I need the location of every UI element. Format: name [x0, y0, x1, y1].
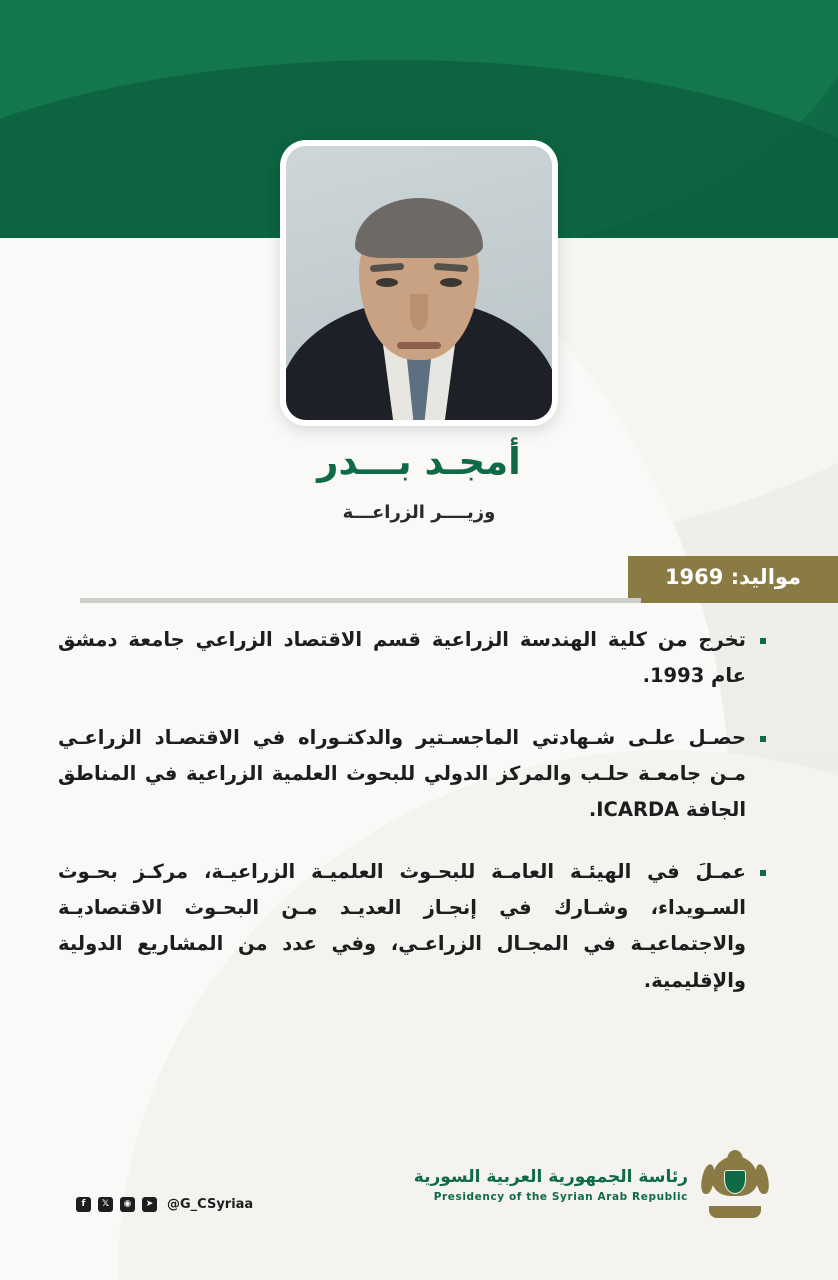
brand-name-arabic: رئاسة الجمهورية العربية السورية — [413, 1167, 688, 1187]
photo-eye-left — [376, 278, 398, 287]
brand-text — [414, 1167, 688, 1203]
brand-lockup — [414, 1150, 766, 1220]
footer — [0, 1146, 838, 1226]
section-divider — [80, 598, 838, 603]
list-item: عمـلَ في الهيئـة العامـة للبحـوث العلميـة الزراعيـة، مركـز بحـوث السـويداء، وشـارك في إنجـاز العديـد مـن البحـوث الاقتصاديـة والاجتماعيـة في المجـال الزراعـي، وفي عدد من المشاريع الدولية والإقليمية. — [58, 854, 766, 998]
syrian-eagle-emblem — [704, 1150, 766, 1220]
telegram-icon[interactable]: ➤ — [142, 1197, 157, 1212]
photo-eye-right — [440, 278, 462, 287]
portrait-frame — [280, 140, 558, 426]
birth-year-label: مواليد: 1969 — [664, 565, 802, 589]
list-item: تخرج من كلية الهندسة الزراعية قسم الاقتصاد الزراعي جامعة دمشق عام 1993. — [58, 622, 766, 694]
social-links[interactable] — [76, 1197, 253, 1212]
bio-list — [58, 622, 766, 1025]
x-twitter-icon[interactable]: 𝕏 — [98, 1197, 113, 1212]
emblem-head — [728, 1150, 743, 1166]
facebook-icon[interactable]: f — [76, 1197, 91, 1212]
photo-mouth — [397, 342, 441, 349]
person-name: أمجـد بـــدر — [317, 440, 521, 483]
instagram-icon[interactable]: ◉ — [120, 1197, 135, 1212]
emblem-banner — [709, 1206, 761, 1218]
person-role: وزيــــر الزراعـــة — [342, 502, 496, 523]
brand-name-english: Presidency of the Syrian Arab Republic — [433, 1191, 688, 1203]
social-handle[interactable]: @G_CSyriaa — [167, 1197, 254, 1212]
list-item: حصـل علـى شـهادتي الماجسـتير والدكتـوراه في الاقتصـاد الزراعـي مـن جامعـة حلـب والمركز الدولي للبحوث العلمية الزراعية في المناطق الجافة ICARDA. — [58, 720, 766, 828]
portrait-photo — [286, 146, 552, 420]
birth-year-badge — [628, 556, 838, 598]
photo-nose — [410, 294, 428, 330]
